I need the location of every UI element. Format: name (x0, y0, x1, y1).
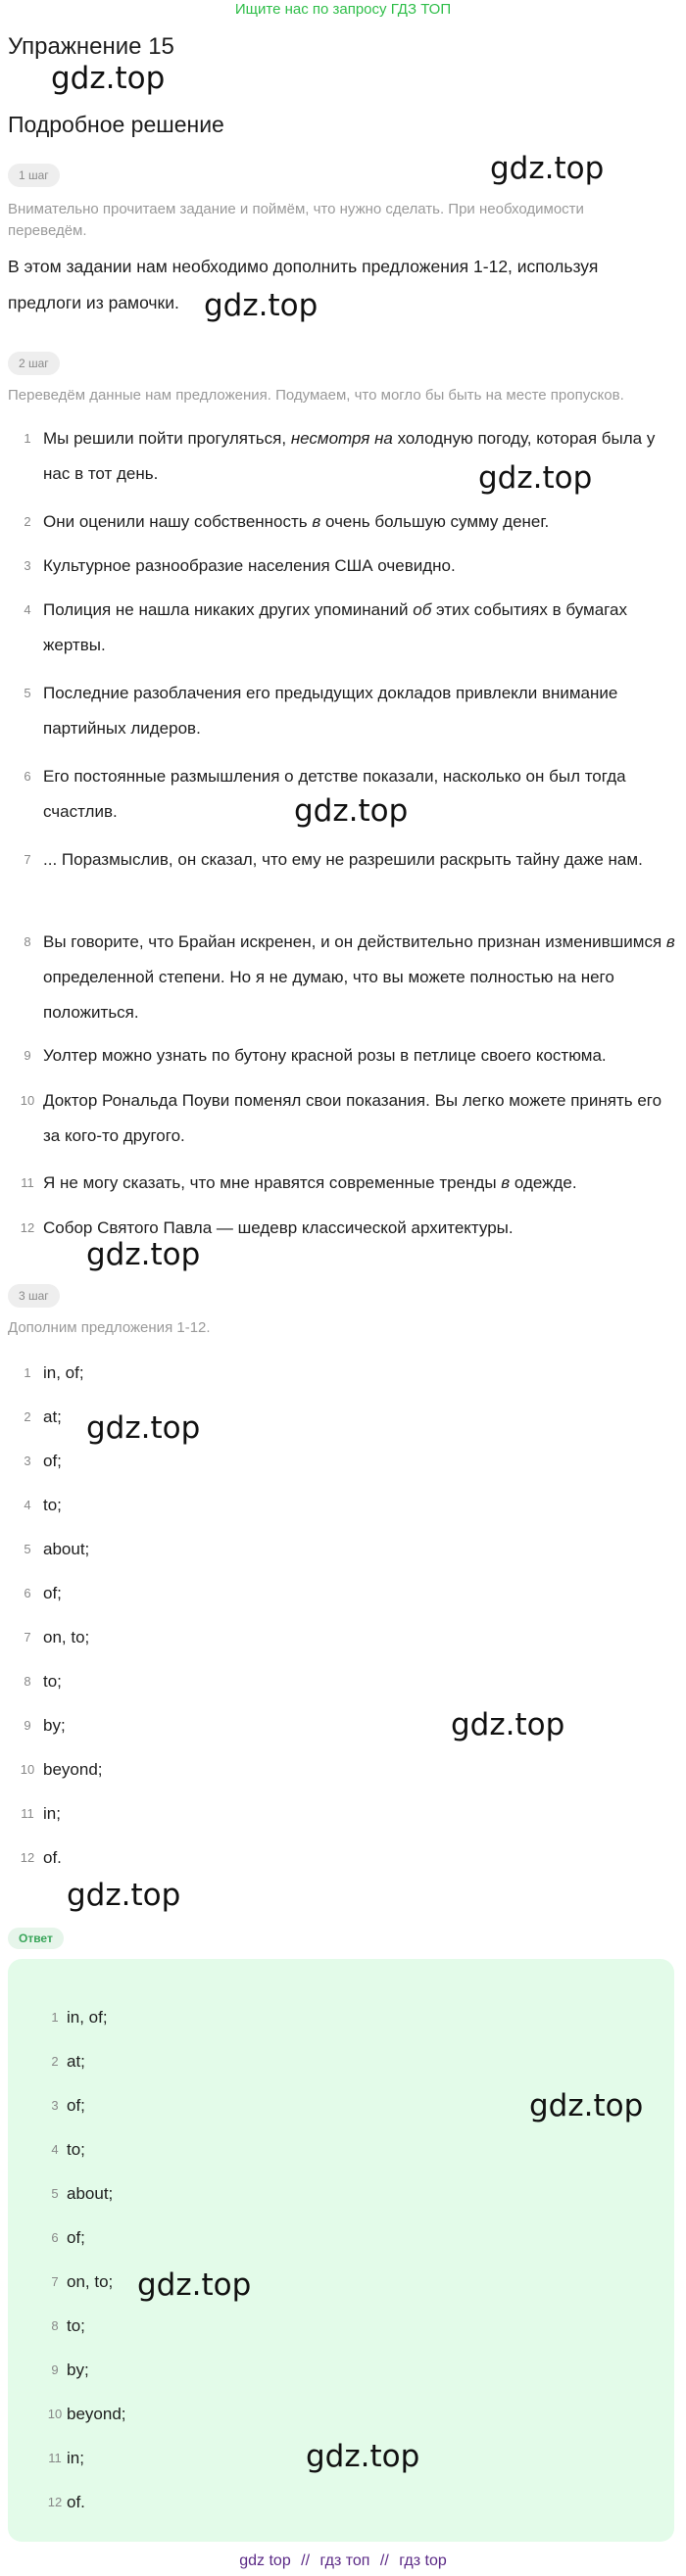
answer-text: of. (67, 2493, 85, 2511)
step-3-text: of; (43, 1452, 62, 1470)
answer-number: 6 (51, 2230, 59, 2245)
step-1-badge: 1 шаг (8, 164, 60, 187)
step-3-text: in; (43, 1804, 61, 1823)
sentence-text: Его постоянные размышления о детстве показали, насколько он был тогда счастлив. (43, 767, 626, 821)
answer-text: at; (67, 2052, 85, 2071)
watermark: gdz.top (490, 151, 605, 186)
footer-links (0, 2551, 686, 2572)
answer-number: 12 (47, 2495, 63, 2509)
sentence-text: Вы говорите, что Брайан искренен, и он действительно признан изменившимся в определенной степени. Но я не думаю, что вы можете полностью на него положиться. (43, 932, 675, 1022)
watermark: gdz.top (451, 1707, 565, 1742)
sentence-text: Последние разоблачения его предыдущих докладов привлекли внимание партийных лидеров. (43, 684, 618, 738)
watermark: gdz.top (137, 2267, 252, 2303)
step-1-text: В этом задании нам необходимо дополнить предложения 1-12, используя предлоги из рамочки. (8, 257, 599, 312)
answer-text: on, to; (67, 2272, 114, 2291)
footer-separator: // (379, 2552, 389, 2569)
sentence-number: 9 (24, 1048, 31, 1063)
step-3-number: 5 (24, 1542, 31, 1556)
answer-text: in, of; (67, 2008, 108, 2027)
sentence-text: Культурное разнообразие населения США очевидно. (43, 556, 456, 575)
answer-number: 2 (51, 2054, 59, 2069)
step-2-note: Переведём данные нам предложения. Подумаем, что могло бы быть на месте пропусков. (8, 387, 624, 404)
sentence-number: 8 (24, 934, 31, 949)
sentence-number: 2 (24, 514, 31, 529)
answer-number: 11 (48, 2451, 62, 2465)
step-3-text: by; (43, 1716, 66, 1735)
watermark: gdz.top (306, 2439, 420, 2474)
step-3-text: at; (43, 1407, 62, 1426)
sentence-text: Уолтер можно узнать по бутону красной розы в петлице своего костюма. (43, 1046, 607, 1065)
step-3-number: 10 (20, 1762, 35, 1777)
answer-text: in; (67, 2449, 84, 2467)
step-2-badge: 2 шаг (8, 352, 60, 375)
sentence-text: Они оценили нашу собственность в очень большую сумму денег. (43, 512, 550, 531)
watermark: gdz.top (86, 1237, 201, 1272)
step-3-text: to; (43, 1496, 62, 1514)
step-3-number: 9 (24, 1718, 31, 1733)
step-3-number: 1 (24, 1365, 31, 1380)
sentence-text: Полиция не нашла никаких других упоминаний об этих событиях в бумагах жертвы. (43, 600, 627, 654)
sentence-number: 7 (24, 852, 31, 867)
answer-badge: Ответ (8, 1928, 64, 1949)
watermark: gdz.top (204, 288, 318, 323)
step-3-number: 4 (24, 1498, 31, 1512)
watermark: gdz.top (529, 2088, 644, 2123)
answer-number: 10 (47, 2407, 63, 2421)
step-3-text: about; (43, 1540, 90, 1558)
exercise-title: Упражнение 15 (8, 33, 174, 60)
answer-number: 5 (51, 2186, 59, 2201)
sentence-text: Мы решили пойти прогуляться, несмотря на холодную погоду, которая была у нас в тот день. (43, 429, 656, 483)
step-3-text: of; (43, 1584, 62, 1602)
step-1-note: Внимательно прочитаем задание и поймём, что нужно сделать. При необходимости переведём. (8, 201, 584, 239)
answer-text: to; (67, 2316, 85, 2335)
sentence-number: 6 (24, 769, 31, 784)
sentence-number: 5 (24, 686, 31, 700)
step-3-badge: 3 шаг (8, 1284, 60, 1308)
answer-number: 8 (51, 2318, 59, 2333)
step-3-number: 3 (24, 1454, 31, 1468)
watermark: gdz.top (294, 793, 409, 829)
answer-number: 4 (51, 2142, 59, 2157)
watermark: gdz.top (478, 460, 593, 496)
step-3-text: beyond; (43, 1760, 103, 1779)
sentence-text: Собор Святого Павла — шедевр классической архитектуры. (43, 1218, 514, 1237)
answer-text: by; (67, 2361, 89, 2379)
footer-link[interactable]: гдз top (399, 2552, 447, 2569)
answer-number: 1 (51, 2010, 59, 2025)
answer-text: beyond; (67, 2405, 126, 2423)
answer-number: 7 (51, 2274, 59, 2289)
step-3-number: 12 (20, 1850, 35, 1865)
watermark: gdz.top (67, 1878, 181, 1913)
sentence-text: ... Поразмыслив, он сказал, что ему не разрешили раскрыть тайну даже нам. (43, 850, 643, 869)
step-3-number: 8 (24, 1674, 31, 1689)
sentence-number: 1 (24, 431, 31, 446)
answer-number: 3 (51, 2098, 59, 2113)
step-3-text: in, of; (43, 1363, 84, 1382)
sentence-text: Доктор Рональда Поуви поменял свои показания. Вы легко можете принять его за кого-то другого. (43, 1091, 662, 1145)
step-3-text: to; (43, 1672, 62, 1691)
answer-text: about; (67, 2184, 114, 2203)
answer-number: 9 (51, 2362, 59, 2377)
watermark: gdz.top (51, 61, 166, 96)
footer-link[interactable]: gdz top (239, 2552, 291, 2569)
sentence-number: 4 (24, 602, 31, 617)
answer-text: of; (67, 2096, 85, 2115)
watermark: gdz.top (86, 1410, 201, 1446)
step-3-number: 11 (21, 1806, 34, 1821)
sentence-number: 3 (24, 558, 31, 573)
step-3-number: 6 (24, 1586, 31, 1600)
search-banner[interactable]: Ищите нас по запросу ГДЗ ТОП (234, 1, 452, 18)
answer-text: to; (67, 2140, 85, 2159)
sentence-text: Я не могу сказать, что мне нравятся современные тренды в одежде. (43, 1173, 577, 1192)
step-3-number: 7 (24, 1630, 31, 1645)
footer-link[interactable]: гдз топ (319, 2552, 370, 2569)
sentence-number: 12 (20, 1220, 35, 1235)
step-3-text: of. (43, 1848, 62, 1867)
answer-text: of; (67, 2228, 85, 2247)
sentence-number: 11 (21, 1175, 34, 1190)
section-title: Подробное решение (8, 112, 224, 137)
step-3-note: Дополним предложения 1-12. (8, 1319, 211, 1336)
footer-separator: // (301, 2552, 311, 2569)
step-3-text: on, to; (43, 1628, 90, 1646)
step-3-number: 2 (24, 1409, 31, 1424)
sentence-number: 10 (20, 1093, 35, 1108)
